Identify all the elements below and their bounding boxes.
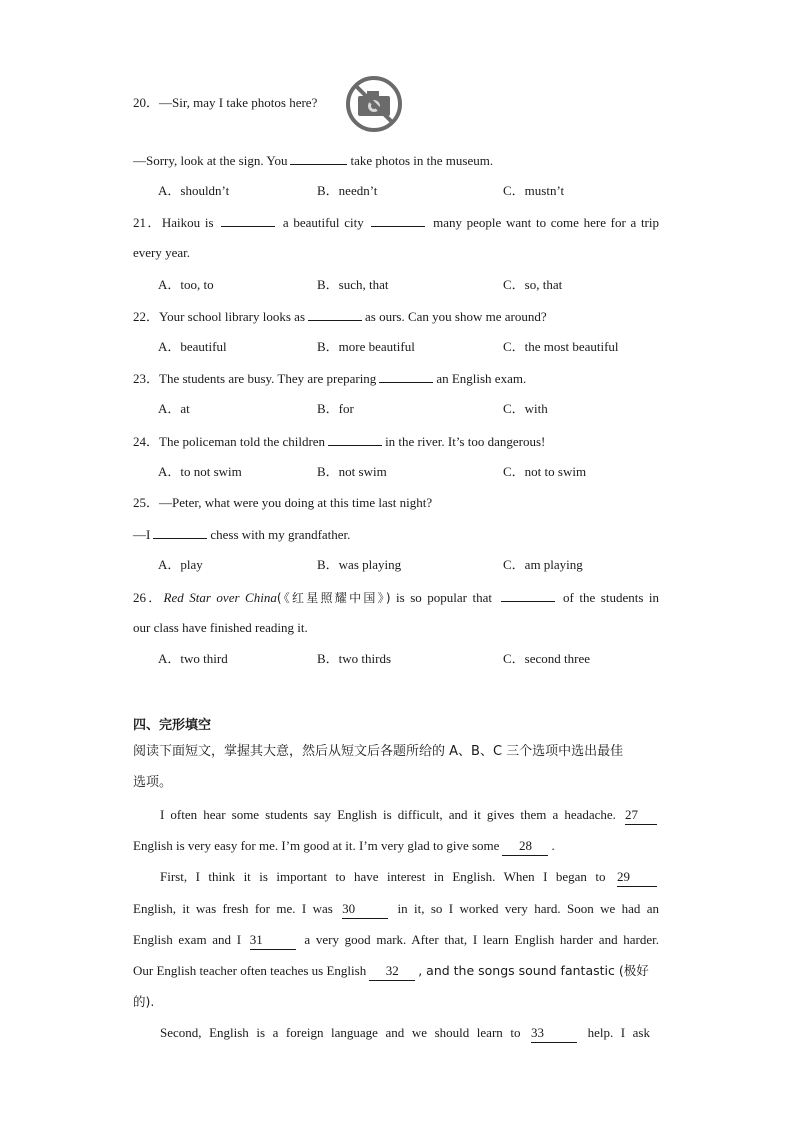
option-b: B．for: [317, 401, 354, 416]
question-text: 24．The policeman told the children: [133, 434, 326, 449]
reply-text: chess with my grandfather.: [210, 527, 351, 542]
passage-text: , and the songs sound fantastic (极好: [418, 963, 649, 978]
question-20: [133, 94, 317, 112]
question-24: [133, 432, 545, 451]
question-text: a beautiful city: [282, 215, 364, 230]
option-a: A．beautiful: [158, 339, 227, 354]
question-26: [133, 588, 659, 607]
option-a: A．shouldn’t: [158, 183, 230, 198]
book-title: Red Star over China: [163, 590, 277, 605]
question-text: many people want to come here for a trip: [433, 215, 659, 230]
option-c: C．so, that: [503, 277, 563, 292]
option-a: A．to not swim: [158, 464, 242, 479]
numbered-blank-27: 27: [625, 806, 657, 825]
answer-blank: [153, 525, 207, 539]
answer-blank: [290, 151, 347, 165]
answer-blank: [328, 432, 382, 446]
question-25: 25．—Peter, what were you doing at this time last night?: [133, 495, 433, 510]
question-text: of the students in: [563, 590, 660, 605]
option-b: B．more beautiful: [317, 339, 415, 354]
option-a: A．too, to: [158, 277, 214, 292]
numbered-blank-29: 29: [617, 868, 657, 887]
question-25-reply: [133, 525, 350, 544]
passage-text: .: [551, 838, 555, 853]
option-b: B．not swim: [317, 464, 387, 479]
option-c: C．am playing: [503, 557, 583, 572]
option-a: A．two third: [158, 651, 228, 666]
passage-line: [133, 931, 659, 950]
book-title-cn: (《红星照耀中国》): [276, 591, 391, 605]
numbered-blank-28: 28: [502, 837, 548, 856]
answer-blank: [221, 213, 275, 227]
passage-line: 的).: [133, 994, 155, 1009]
option-b: B．two thirds: [317, 651, 392, 666]
passage-line: [133, 900, 659, 919]
answer-blank: [371, 213, 425, 227]
option-a: A．at: [158, 401, 190, 416]
option-c: C．with: [503, 401, 548, 416]
question-22: [133, 307, 547, 326]
question-text: as ours. Can you show me around?: [365, 309, 547, 324]
question-number: 26．: [133, 590, 164, 605]
option-a: A．play: [158, 557, 203, 572]
question-text: 21．Haikou is: [133, 215, 214, 230]
option-b: B．needn’t: [317, 183, 378, 198]
passage-text: help. I ask: [587, 1025, 650, 1040]
passage-text: English, it was fresh for me. I was: [133, 901, 333, 916]
numbered-blank-32: 32: [369, 962, 415, 981]
passage-text: First, I think it is important to have interest in English. When I began to: [160, 869, 606, 884]
no-camera-sign-icon: [344, 74, 404, 134]
section-heading: 四、完形填空: [133, 718, 212, 733]
numbered-blank-31: 31: [250, 931, 296, 950]
question-21-line2: every year.: [133, 245, 191, 260]
question-text: 23．The students are busy. They are preparing: [133, 371, 377, 386]
section-instructions-line2: 选项。: [133, 775, 173, 790]
question-number: 20．: [133, 95, 160, 110]
numbered-blank-30: 30: [342, 900, 388, 919]
question-21: [133, 213, 659, 232]
question-text: 22．Your school library looks as: [133, 309, 306, 324]
passage-line: [160, 806, 660, 825]
section-instructions: 阅读下面短文，掌握其大意，然后从短文后各题所给的 A、B、C 三个选项中选出最佳: [133, 744, 624, 759]
passage-line: [133, 837, 555, 856]
question-20-reply: [133, 151, 493, 170]
option-b: B．such, that: [317, 277, 389, 292]
passage-text: Second, English is a foreign language and we should learn to: [160, 1025, 521, 1040]
option-c: C．second three: [503, 651, 591, 666]
passage-line: [160, 868, 660, 887]
passage-text: a very good mark. After that, I learn English harder and harder.: [304, 932, 659, 947]
passage-line: [133, 962, 649, 981]
option-c: C．the most beautiful: [503, 339, 619, 354]
passage-text: English is very easy for me. I’m good at it. I’m very glad to give some: [133, 838, 500, 853]
question-text: in the river. It’s too dangerous!: [385, 434, 546, 449]
option-c: C．not to swim: [503, 464, 587, 479]
passage-line: [160, 1024, 650, 1043]
passage-text: Our English teacher often teaches us English: [133, 963, 367, 978]
question-text: an English exam.: [436, 371, 527, 386]
option-c: C．mustn’t: [503, 183, 565, 198]
option-b: B．was playing: [317, 557, 402, 572]
numbered-blank-33: 33: [531, 1024, 577, 1043]
answer-blank: [308, 307, 362, 321]
passage-text: English exam and I: [133, 932, 242, 947]
question-23: [133, 369, 526, 388]
reply-text: take photos in the museum.: [350, 153, 494, 168]
question-26-line2: our class have finished reading it.: [133, 620, 308, 635]
passage-text: I often hear some students say English is difficult, and it gives them a headache.: [160, 807, 616, 822]
answer-blank: [501, 588, 555, 602]
passage-text: in it, so I worked very hard. Soon we had an: [397, 901, 660, 916]
reply-text: —I: [133, 527, 151, 542]
answer-blank: [379, 369, 433, 383]
question-text: is so popular that: [396, 590, 493, 605]
reply-text: —Sorry, look at the sign. You: [133, 153, 288, 168]
question-text: —Sir, may I take photos here?: [159, 95, 318, 110]
